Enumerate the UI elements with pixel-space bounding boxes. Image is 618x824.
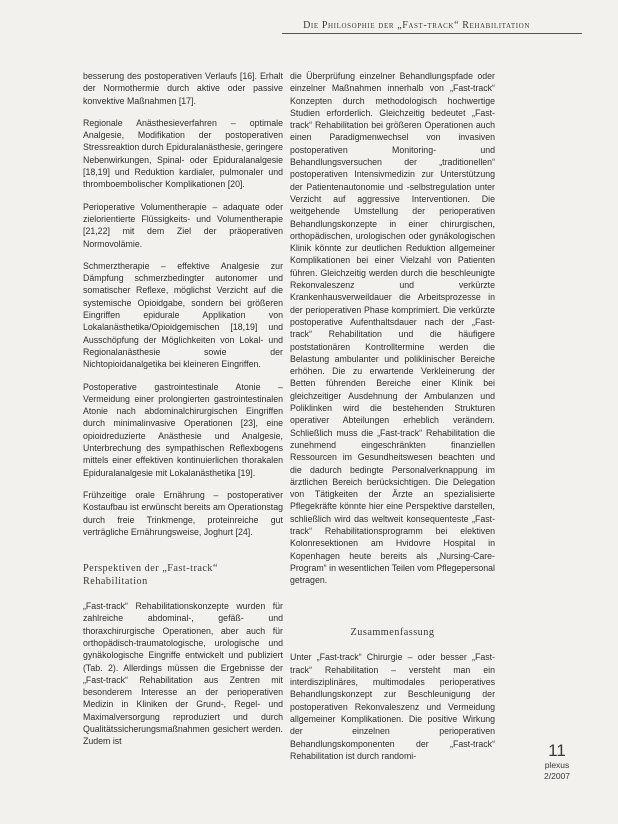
page-number: 11 (548, 741, 566, 760)
section-heading-perspektiven (83, 562, 283, 588)
paragraph: Regionale Anästhesieverfahren – optimale Analgesie, Modifikation der postoperativen Stressreaktion durch Epiduralanästhesie, geringere Nebenwirkungen, Spinal- oder Epiduralanalgesie [18,19] und Reduktion kardialer, pulmonaler und thromboembolischer Komplikationen [20]. (83, 117, 284, 190)
running-header: Die Philosophie der „Fast-track“ Rehabilitation (303, 20, 530, 31)
paragraph: Frühzeitige orale Ernährung – postoperativer Kostaufbau ist erwünscht bereits am Operationstag durch freie Trinkmenge, proteinreiche gut verträgliche Ernährungsweise, Joghurt [24]. (83, 489, 283, 537)
paragraph: „Fast-track“ Rehabilitationskonzepte wurden für zahlreiche abdominal-, gefäß- und thoraxchirurgische Operationen, aber auch für orthopädisch-traumatologische, urologische und gynäkologische Eingriffe entwickelt und publiziert (Tab. 2). Allerdings müssen die Ergebnisse der „Fast-track“ Rehabilitation aus Zentren mit besonderem Interesse an der perioperativen Medizin in Kliniken der Grund-, Regel- und Maximalversorgung reproduziert und durch Qualitätssicherungsmaßnahmen gesichert werden. Zudem ist (83, 601, 283, 747)
section-heading-zusammenfassung: Zusammenfassung (350, 627, 435, 639)
paragraph: die Überprüfung einzelner Behandlungspfade oder einzelner Maßnahmen innerhalb von „Fast-track“ Konzepten durch methodologisch hochwertige Studien erforderlich. Gleichzeitig bedeutet „Fast-track“ Rehabilitation bei größeren Operationen auch einen Paradigmenwechsel von invasiven postoperativen Monitoring- und Behandlungsversuchen der „traditionellen“ postoperativen Intensivmedizin zur Unterstützung der Patientenautonomie und -selbstregulation unter Verzicht auf aggressive Interventionen. Die weitgehende Umstellung der perioperativen Behandlungskonzepte in einer chirurgischen, orthopädischen, urologischen oder gynäkologischen Klinik könnte zur deutlichen Reduktion allgemeiner Komplikationen bei einer Vielzahl von Patienten führen. Gleichzeitig werden durch die beschleunigte Rekonvaleszenz und verkürzte Krankenhausverweildauer die Arbeitsprozesse in der perioperativen Phase komprimiert. Die verkürzte postoperative Aufenthaltsdauer nach der „Fast-track“ Rehabilitation und die häufigere poststationären Kontrolltermine werden die Belastung ambulanter und poliklinischer Bereiche erhöhen. Die zu erwartende Verkleinerung der Betten führenden Bereiche einer Klinik bei gleichzeitiger Ausdehnung der Ambulanzen und Poliklinken wird die bestehenden Strukturen operativer Abteilungen erheblich verändern. Schließlich muss die „Fast-track“ Rehabilitation die zunehmend eingeschränkten finanziellen Ressourcen im Gesundheitswesen beachten und die dadurch bedingte Personalverknappung im ärztlichen Bereich berücksichtigen. Die Delegation von Tätigkeiten der Ärzte an spezialisierte Pflegekräfte könnte hier eine Perspektive darstellen, schließlich wird das weltweit konsequenteste „Fast-track“ Rehabilitationsprogramm bei elektiven Kolonresektionen am Hvidovre Hospital in Kopenhagen heute bereits als „Nursing-Care-Program“ in wesentlichen Teilen vom Pflegepersonal getragen. (290, 71, 495, 586)
section-heading-line: Perspektiven der „Fast-track“ (83, 563, 219, 575)
paragraph: Schmerztherapie – effektive Analgesie zur Dämpfung schmerzbedingter autonomer und somatischer Reflexe, möglichst Verzicht auf die systemische Opioidgabe, sondern bei größeren Eingriffen epidurale Applikation von Lokalanästhetika/Opioidgemischen [18,19] und Ausschöpfung der Möglichkeiten von Lokal- und Regionalanästhesie sowie der Nichtopioidanalgetika bei kleineren Eingriffen. (83, 260, 283, 370)
journal-name: plexus (544, 760, 570, 770)
paragraph: Unter „Fast-track“ Chirurgie – oder besser „Fast-track“ Rehabilitation – versteht man ein interdisziplinäres, multimodales perioperatives Behandlungskonzept zur Beschleunigung der postoperativen Rekonvaleszenz und Vermeidung allgemeiner Komplikationen. Die positive Wirkung der einzelnen perioperativen Behandlungskomponenten der „Fast-track“ Rehabilitation ist durch randomi- (290, 652, 495, 761)
page-footer-box (534, 742, 580, 782)
left-column (83, 70, 283, 758)
section-heading-line: Rehabilitation (83, 576, 148, 588)
issue-label: 2/2007 (544, 771, 570, 781)
paragraph: besserung des postoperativen Verlaufs [16]. Erhalt der Normothermie durch aktive oder passive konvektive Maßnahmen [17]. (83, 71, 283, 106)
paragraph: Postoperative gastrointestinale Atonie – Vermeidung einer prolongierten gastrointestinalen Atonie nach abdominalchirurgischen Eingriffen durch minimalinvasive Operationen [23], eine opioidreduzierte Anästhesie und Analgesie, Unterbrechung des sympathischen Reflexbogens mittels einer effektiven kontinuierlichen thorakalen Epiduralanalgesie mit Lokalanästhetika [19]. (83, 381, 283, 478)
right-column (290, 70, 495, 772)
paragraph: Perioperative Volumentherapie – adaquate oder zielorientierte Flüssigkeits- und Volumentherapie [21,22] mit dem Ziel der präoperativen Normovolämie. (83, 201, 283, 249)
header-rule (282, 33, 582, 34)
